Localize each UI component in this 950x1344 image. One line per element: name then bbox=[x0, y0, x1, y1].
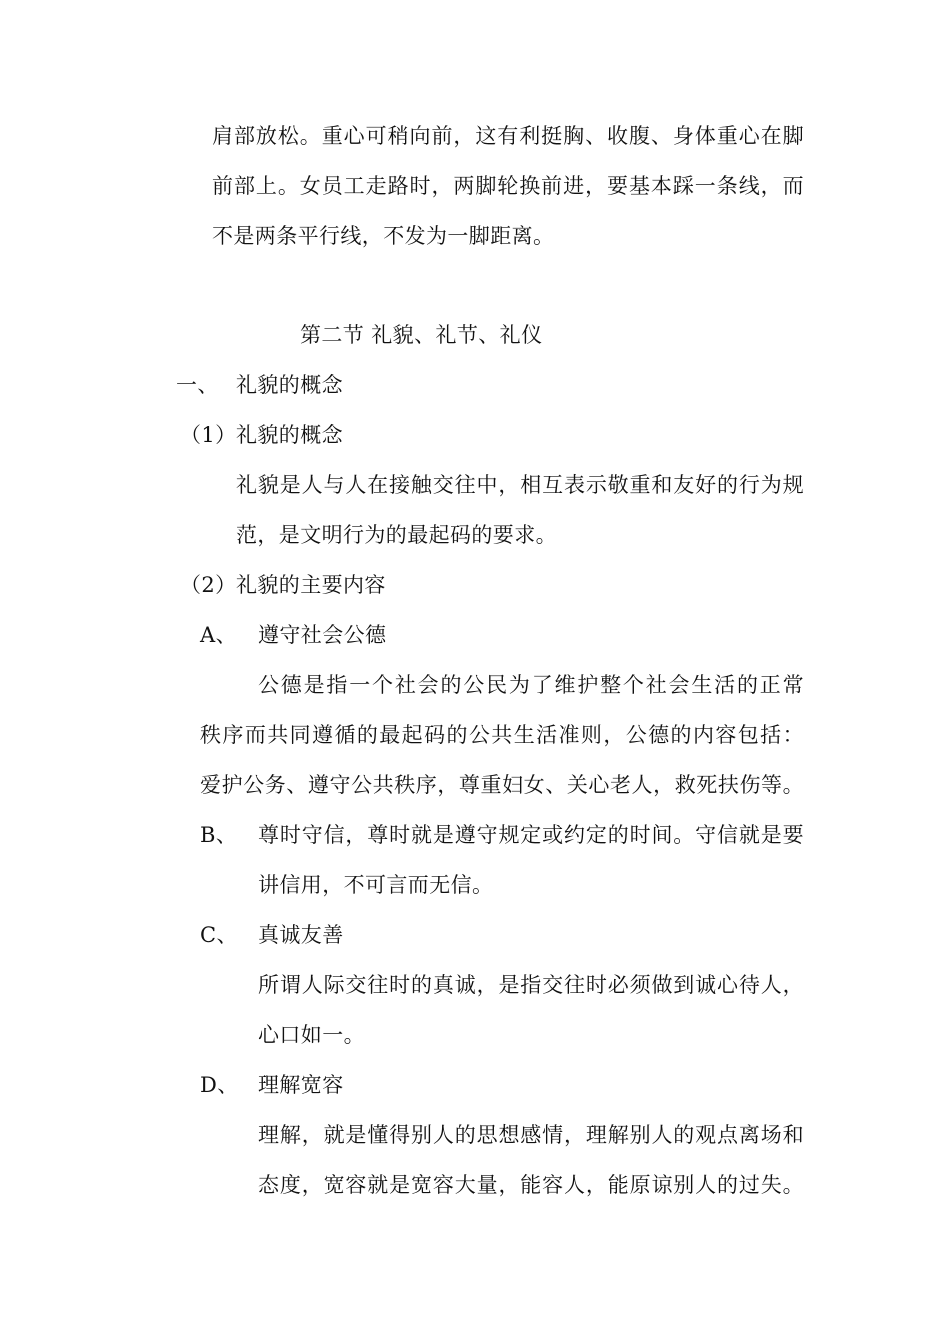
body-line: 态度，宽容就是宽容大量，能容人，能原谅别人的过失。 bbox=[258, 1173, 804, 1197]
item-marker: A、 bbox=[200, 623, 237, 647]
item-title: 真诚友善 bbox=[258, 923, 344, 947]
item-title: 理解宽容 bbox=[258, 1073, 344, 1097]
body-line: 前部上。女员工走路时，两脚轮换前进，要基本踩一条线，而 bbox=[212, 174, 804, 198]
subheading-text: 礼貌的主要内容 bbox=[236, 573, 386, 597]
subheading-marker: （1） bbox=[180, 423, 237, 447]
body-line: 范，是文明行为的最起码的要求。 bbox=[236, 523, 557, 547]
item-marker: B、 bbox=[200, 823, 238, 847]
body-line: 尊时守信，尊时就是遵守规定或约定的时间。守信就是要 bbox=[258, 823, 804, 847]
body-line: 秩序而共同遵循的最起码的公共生活准则，公德的内容包括： bbox=[200, 723, 804, 747]
item-title: 遵守社会公德 bbox=[258, 623, 387, 647]
item-marker: C、 bbox=[200, 923, 238, 947]
body-line: 肩部放松。重心可稍向前，这有利挺胸、收腹、身体重心在脚 bbox=[212, 124, 804, 148]
heading-marker: 一、 bbox=[176, 373, 219, 397]
body-line: 心口如一。 bbox=[258, 1023, 365, 1047]
heading-text: 礼貌的概念 bbox=[236, 373, 343, 397]
body-line: 理解，就是懂得别人的思想感情，理解别人的观点离场和 bbox=[258, 1123, 804, 1147]
subheading-text: 礼貌的概念 bbox=[236, 423, 343, 447]
body-line: 所谓人际交往时的真诚，是指交往时必须做到诚心待人， bbox=[258, 973, 804, 997]
body-line: 不是两条平行线，不发为一脚距离。 bbox=[212, 224, 555, 248]
body-line: 公德是指一个社会的公民为了维护整个社会生活的正常 bbox=[258, 673, 804, 697]
body-line: 礼貌是人与人在接触交往中，相互表示敬重和友好的行为规 bbox=[236, 473, 804, 497]
subheading-marker: （2） bbox=[180, 573, 237, 597]
item-marker: D、 bbox=[200, 1073, 239, 1097]
body-line: 爱护公务、遵守公共秩序，尊重妇女、关心老人，救死扶伤等。 bbox=[200, 773, 804, 797]
body-line: 讲信用，不可言而无信。 bbox=[258, 873, 494, 897]
section-title: 第二节 礼貌、礼节、礼仪 bbox=[300, 323, 543, 347]
